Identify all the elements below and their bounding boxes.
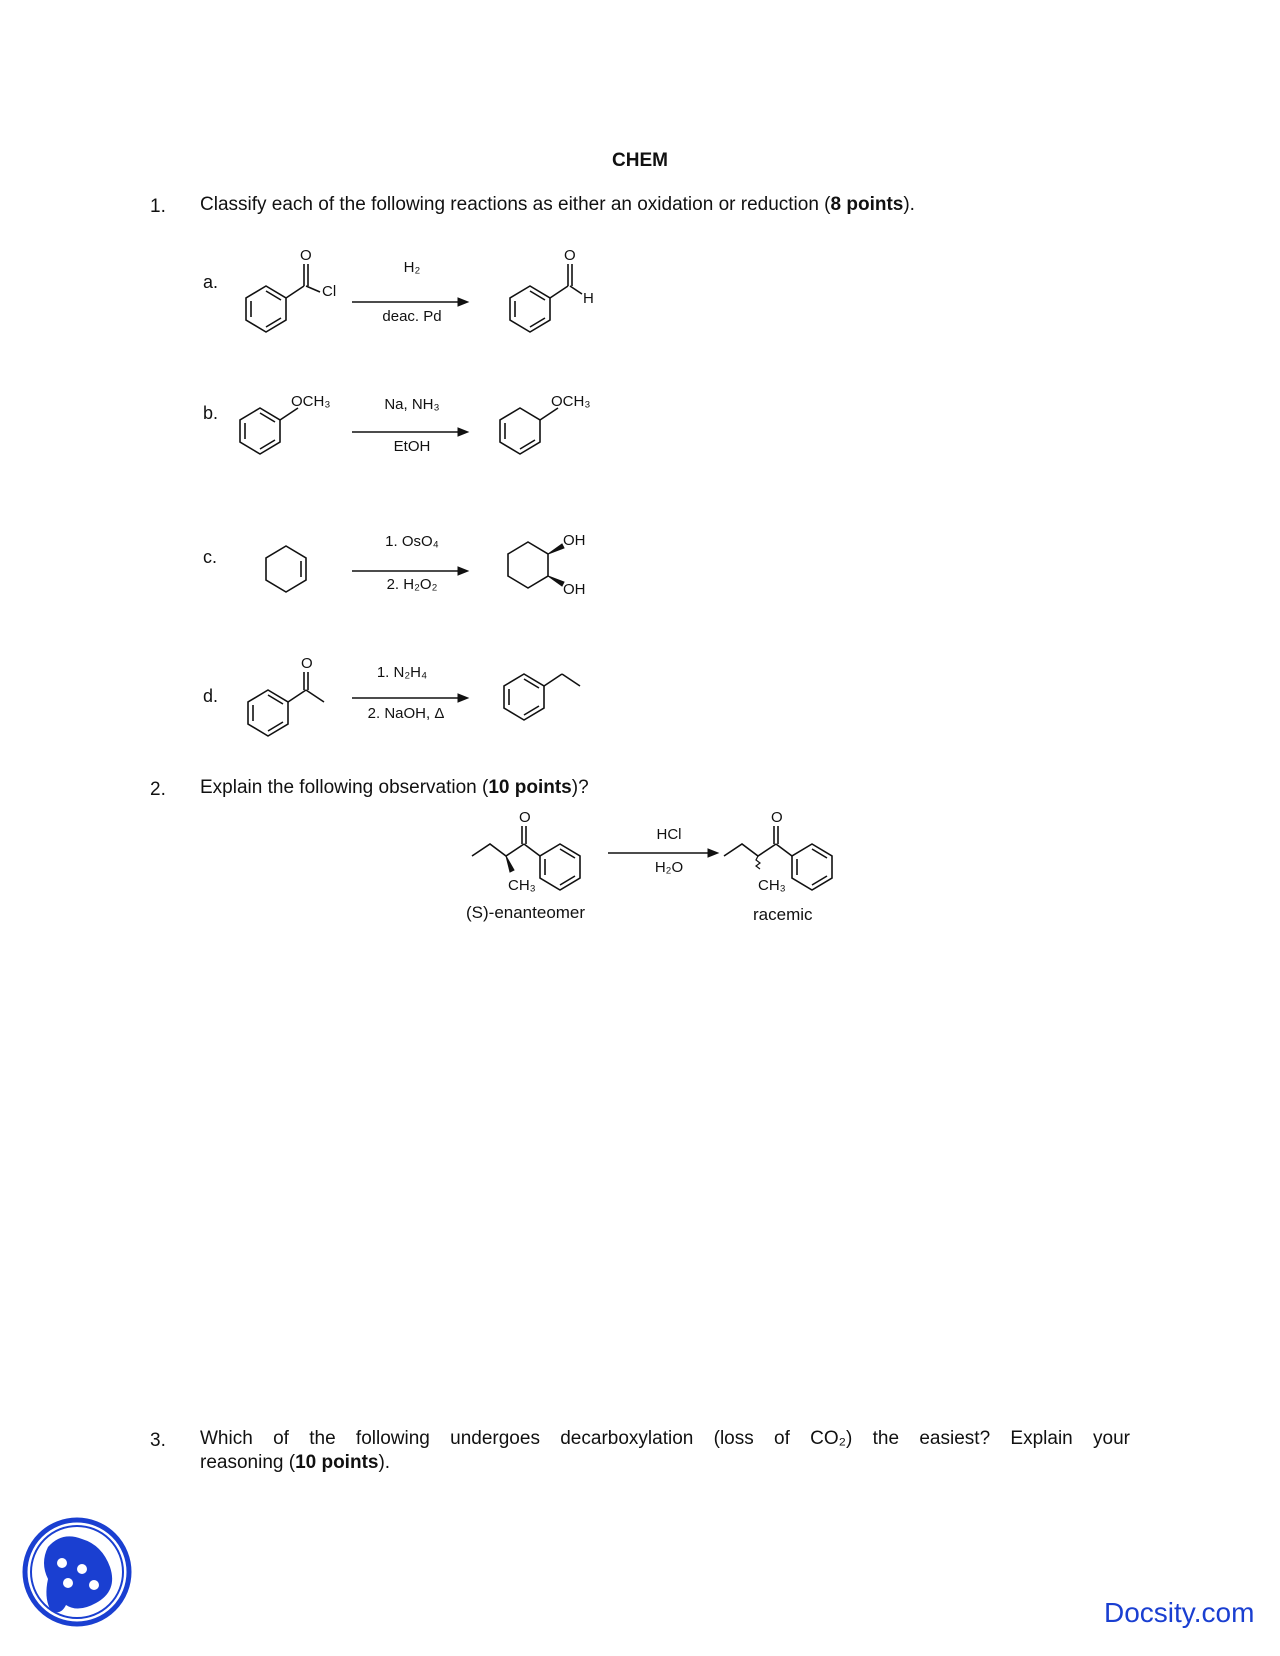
docsity-logo-icon[interactable]: [22, 1517, 132, 1627]
atom-ch3: CH₃: [508, 877, 536, 894]
question-3-line1: Which of the following undergoes decarboxylation (loss of CO₂) the easiest? Explain your: [200, 1428, 1130, 1449]
atom-o: O: [301, 655, 313, 672]
question-2-number: 2.: [150, 779, 166, 800]
observation-product-structure: [718, 809, 868, 902]
reaction-c-reagent-top: 1. OsO₄: [385, 533, 439, 550]
reaction-c-product-structure: [504, 528, 604, 608]
question-2-points: 10 points: [488, 777, 572, 798]
reaction-c-reactant-structure: [262, 540, 322, 610]
atom-h: H: [583, 290, 594, 307]
atom-o: O: [300, 247, 312, 264]
question-3-line2-before: reasoning (: [200, 1452, 296, 1473]
question-1-text-after: ).: [903, 194, 915, 215]
observation-reagent-bottom: H₂O: [654, 859, 684, 876]
observation-reactant-structure: [466, 809, 616, 902]
reaction-a-reagent-top: H₂: [403, 259, 421, 276]
reaction-c-reagent-bottom: 2. H₂O₂: [386, 576, 438, 593]
observation-product-caption: racemic: [753, 905, 813, 924]
atom-o: O: [519, 809, 531, 826]
question-3-number: 3.: [150, 1430, 166, 1451]
question-2-text: [200, 776, 589, 800]
atom-o: O: [564, 247, 576, 264]
reaction-d-label: d.: [203, 686, 219, 706]
atom-och3: OCH₃: [551, 393, 591, 410]
atom-och3: OCH₃: [291, 393, 331, 410]
reaction-b-label: b.: [203, 403, 219, 423]
reaction-a-reagent-bottom: deac. Pd: [382, 308, 442, 325]
reaction-b-reagent-bottom: EtOH: [393, 438, 431, 455]
atom-oh-bottom: OH: [563, 581, 586, 598]
question-1-number: 1.: [150, 196, 166, 217]
atom-ch3: CH₃: [758, 877, 786, 894]
reaction-d-reagent-bottom: 2. NaOH, Δ: [367, 705, 445, 722]
reaction-b-reagent-top: Na, NH₃: [384, 396, 440, 413]
reaction-d-reagent-top: 1. N₂H₄: [376, 664, 428, 681]
benzene-ring: [246, 286, 286, 332]
atom-cl: Cl: [322, 283, 337, 300]
question-2-text-after: )?: [571, 777, 589, 798]
question-1-text-before: Classify each of the following reactions as either an oxidation or reduction (: [200, 194, 831, 215]
reaction-b-arrow: [350, 428, 470, 438]
question-3-line2-after: ).: [378, 1452, 391, 1473]
page-title: CHEM: [612, 150, 668, 171]
reaction-a-product-structure: [500, 247, 610, 340]
reaction-b-product-structure: [496, 390, 606, 470]
atom-oh-top: OH: [563, 532, 586, 549]
question-1-text: [200, 193, 915, 217]
reaction-d-arrow: [350, 694, 470, 704]
question-3-points: 10 points: [295, 1452, 379, 1473]
reaction-a-label: a.: [203, 272, 219, 292]
reaction-a-reactant-structure: [236, 247, 346, 340]
reaction-d-product-structure: [500, 660, 600, 740]
observation-reagent-top: HCl: [656, 826, 682, 843]
reaction-c-label: c.: [203, 547, 218, 567]
reaction-b-reactant-structure: [236, 390, 346, 470]
reaction-a-arrow: [350, 298, 470, 308]
question-2-text-before: Explain the following observation (: [200, 777, 489, 798]
atom-o: O: [771, 809, 783, 826]
observation-arrow: [606, 849, 726, 859]
question-3-line2: [200, 1451, 1130, 1475]
observation-reactant-caption: (S)-enanteomer: [466, 903, 586, 922]
reaction-d-reactant-structure: [244, 656, 344, 746]
question-1-points: 8 points: [830, 194, 904, 215]
docsity-brand-link[interactable]: Docsity.com: [1104, 1597, 1255, 1628]
